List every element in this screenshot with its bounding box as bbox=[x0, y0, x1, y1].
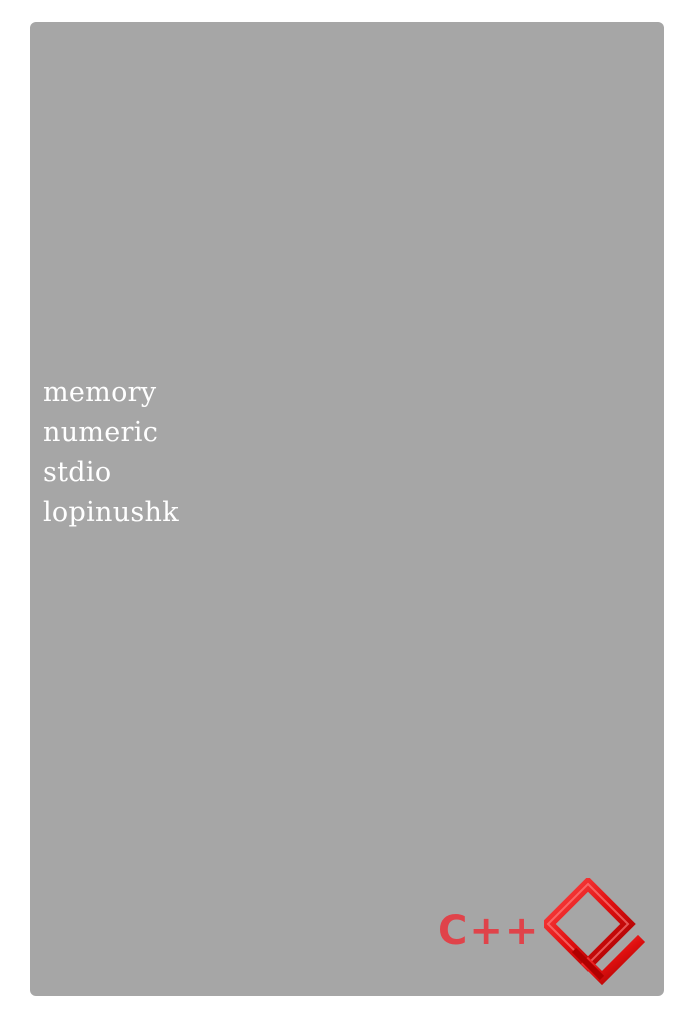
word-numeric: numeric bbox=[43, 417, 159, 448]
diamond-logo-icon bbox=[544, 878, 658, 994]
word-stdio: stdio bbox=[43, 457, 112, 488]
book-cover bbox=[30, 22, 664, 996]
cpp-logo bbox=[438, 878, 658, 994]
word-list bbox=[43, 373, 179, 533]
word-memory: memory bbox=[43, 377, 157, 408]
word-author: lopinushk bbox=[43, 497, 179, 528]
logo-text: C++ bbox=[438, 908, 541, 954]
